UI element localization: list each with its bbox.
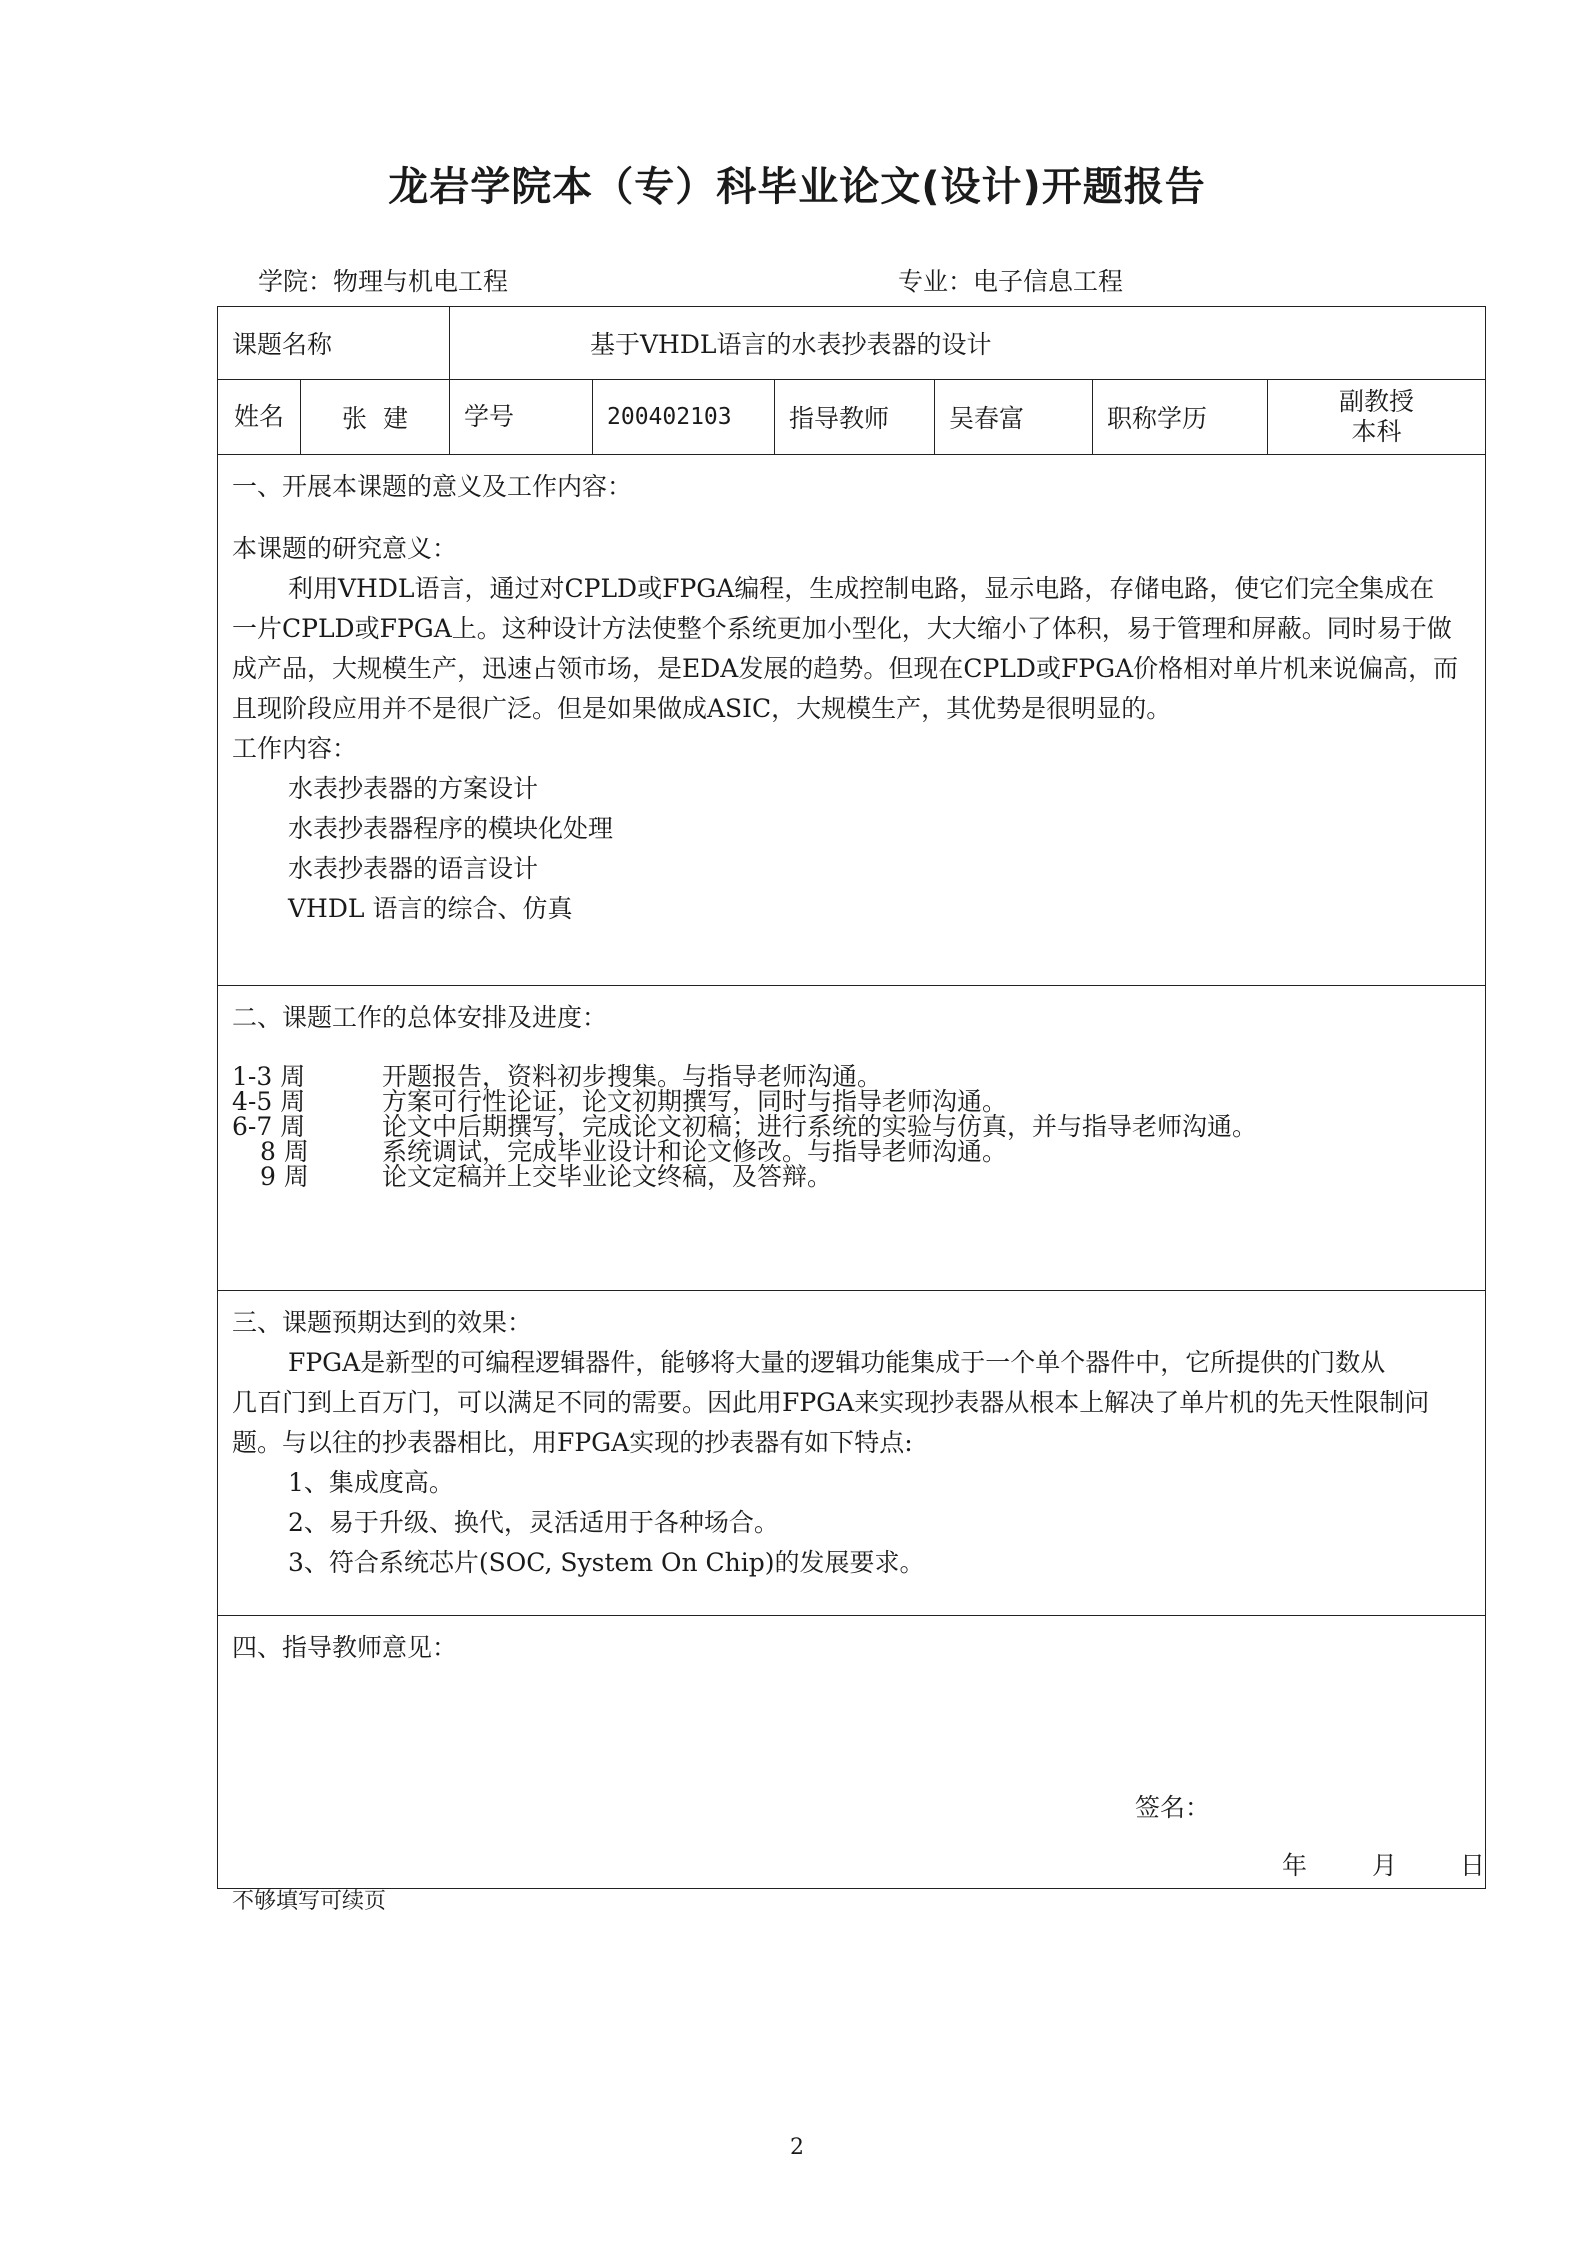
rank-value-degree: 本科 <box>1351 417 1402 446</box>
schedule-week: 1-3 周 <box>232 1062 306 1091</box>
work-item-3: 水表抄表器的语言设计 <box>288 854 539 883</box>
date-day: 日 <box>1460 1851 1486 1880</box>
work-item-2: 水表抄表器程序的模块化处理 <box>288 814 614 843</box>
section-1 <box>218 455 1486 986</box>
date-month: 月 <box>1372 1851 1398 1880</box>
work-item-4: VHDL 语言的综合、仿真 <box>288 894 573 923</box>
feature-item-1: 1、集成度高。 <box>288 1468 454 1497</box>
section-2 <box>218 986 1486 1291</box>
schedule-row <box>232 1164 1471 1189</box>
section-3-heading: 三、课题预期达到的效果： <box>232 1308 533 1337</box>
name-label: 姓名 <box>218 380 301 454</box>
section-2-row <box>218 986 1486 1291</box>
signature-label: 签名： <box>1135 1793 1211 1822</box>
rank-value-title: 副教授 <box>1339 387 1415 416</box>
section-1-sub-significance: 本课题的研究意义： <box>232 534 458 563</box>
section-1-row <box>218 455 1486 986</box>
date-year: 年 <box>1282 1851 1308 1880</box>
page-number: 2 <box>790 2135 804 2160</box>
schedule-text: 方案可行性论证，论文初期撰写，同时与指导老师沟通。 <box>382 1087 1008 1116</box>
page-title: 龙岩学院本（专）科毕业论文(设计)开题报告 <box>388 164 1206 210</box>
section-3-para-rest: 几百门到上百万门，可以满足不同的需要。因此用FPGA来实现抄表器从根本上解决了单片机的先天性限制问题。与以往的抄表器相比，用FPGA实现的抄表器有如下特点: <box>232 1388 1430 1457</box>
schedule-row <box>232 1089 1471 1114</box>
schedule-row <box>232 1114 1471 1139</box>
section-4-heading: 四、指导教师意见： <box>232 1633 458 1662</box>
info-name-cell <box>218 380 450 455</box>
id-cell <box>450 380 775 455</box>
college-label: 学院：物理与机电工程 <box>258 267 509 296</box>
section-3-row <box>218 1291 1486 1616</box>
section-4 <box>218 1616 1486 1889</box>
topic-row <box>218 307 1486 380</box>
schedule-text: 论文中后期撰写，完成论文初稿；进行系统的实验与仿真，并与指导老师沟通。 <box>382 1112 1258 1141</box>
section-3 <box>218 1291 1486 1616</box>
topic-label: 课题名称 <box>218 307 450 380</box>
topic-value: 基于VHDL语言的水表抄表器的设计 <box>590 330 992 359</box>
schedule-text: 系统调试，完成毕业设计和论文修改。与指导老师沟通。 <box>382 1137 1008 1166</box>
rank-label: 职称学历 <box>1093 380 1268 455</box>
section-1-sub-work: 工作内容： <box>232 734 358 763</box>
schedule-week: 8 周 <box>260 1137 309 1166</box>
section-1-heading: 一、开展本课题的意义及工作内容： <box>232 472 633 501</box>
schedule-week: 9 周 <box>260 1162 309 1191</box>
id-label: 学号 <box>450 380 593 454</box>
schedule-week: 6-7 周 <box>232 1112 306 1141</box>
section-3-para-first-line: FPGA是新型的可编程逻辑器件，能够将大量的逻辑功能集成于一个单个器件中，它所提供的门数从 <box>288 1348 1386 1377</box>
feature-item-3: 3、符合系统芯片(SOC, System On Chip)的发展要求。 <box>288 1548 925 1577</box>
schedule-row <box>232 1064 1471 1089</box>
advisor-value: 吴春富 <box>935 380 1093 455</box>
id-value: 200402103 <box>607 404 732 430</box>
schedule-text: 开题报告，资料初步搜集。与指导老师沟通。 <box>382 1062 883 1091</box>
section-1-para-first-line: 利用VHDL语言，通过对CPLD或FPGA编程，生成控制电路，显示电路，存储电路，使它们完全集成在 <box>288 574 1435 603</box>
advisor-label: 指导教师 <box>775 380 935 455</box>
rank-value-cell <box>1268 380 1486 455</box>
proposal-form-table <box>217 306 1486 1889</box>
schedule-text: 论文定稿并上交毕业论文终稿，及答辩。 <box>382 1162 833 1191</box>
feature-item-2: 2、易于升级、换代，灵活适用于各种场合。 <box>288 1508 779 1537</box>
section-1-para-rest: 一片CPLD或FPGA上。这种设计方法使整个系统更加小型化，大大缩小了体积，易于管理和屏蔽。同时易于做成产品，大规模生产，迅速占领市场，是EDA发展的趋势。但现在CPLD或FPGA价格相对单片机来说偏高，而且现阶段应用并不是很广泛。但是如果做成ASIC，大规模生产，其优势是很明显的。 <box>232 614 1459 723</box>
section-4-row <box>218 1616 1486 1889</box>
work-item-1: 水表抄表器的方案设计 <box>288 774 539 803</box>
section-2-heading: 二、课题工作的总体安排及进度： <box>232 1003 608 1032</box>
name-value: 张 建 <box>342 404 408 433</box>
info-row <box>218 380 1486 455</box>
continuation-note: 不够填写可续页 <box>232 1889 387 1914</box>
major-label: 专业：电子信息工程 <box>898 267 1124 296</box>
schedule-row <box>232 1139 1471 1164</box>
schedule-week: 4-5 周 <box>232 1087 306 1116</box>
topic-cell <box>450 307 1486 380</box>
